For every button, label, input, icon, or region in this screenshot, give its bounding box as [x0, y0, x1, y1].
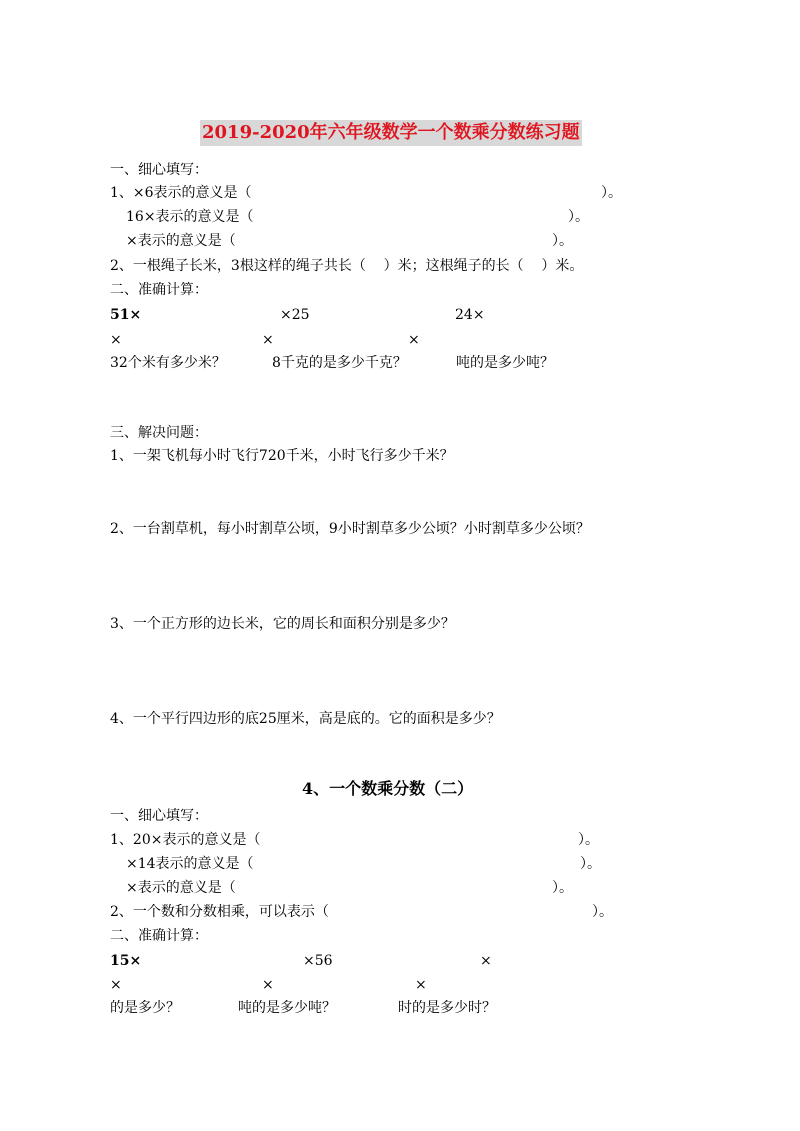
problem-4: 4、一个平行四边形的底25厘米，高是底的。它的面积是多少？ [110, 711, 501, 727]
calc-item: 51× [110, 307, 142, 323]
section-heading-fill: 一、细心填写： [110, 162, 208, 178]
calc-item: × [110, 332, 122, 348]
section-heading-calc-2: 二、准确计算： [110, 928, 208, 944]
calc-item: × [262, 977, 274, 993]
calc-item: × [262, 332, 274, 348]
calc-item: 32个米有多少米？ [110, 355, 226, 371]
question-1c: ×表示的意义是（ [126, 233, 236, 249]
calc-item: × [110, 977, 122, 993]
question-2-1b: ×14表示的意义是（ [126, 856, 254, 872]
calc-item: 吨的是多少吨？ [456, 355, 554, 371]
page-title: 2019-2020年六年级数学一个数乘分数练习题 [200, 120, 582, 146]
calc-item: × [408, 332, 420, 348]
question-2-1c: ×表示的意义是（ [126, 880, 236, 896]
section-heading-calc: 二、准确计算： [110, 282, 208, 298]
calc-item: 24× [455, 307, 485, 323]
section-title-2: 4、一个数乘分数（二） [302, 779, 474, 798]
problem-3: 3、一个正方形的边长米，它的周长和面积分别是多少？ [110, 616, 455, 632]
section-heading-fill-2: 一、细心填写： [110, 808, 208, 824]
question-2-1c-end: ）。 [552, 880, 573, 896]
question-2-2-end: ）。 [592, 904, 613, 920]
question-1b-end: ）。 [568, 209, 589, 225]
question-2-1a-end: ）。 [578, 832, 599, 848]
question-2-1b-end: ）。 [580, 856, 601, 872]
calc-item: 时的是多少时？ [398, 1000, 496, 1016]
calc-item: × [480, 953, 492, 969]
problem-2: 2、一台割草机，每小时割草公顷，9小时割草多少公顷？小时割草多少公顷？ [110, 521, 590, 537]
question-2-2: 2、一个数和分数相乘，可以表示（ [110, 904, 329, 920]
problem-1: 1、一架飞机每小时飞行720千米，小时飞行多少千米？ [110, 448, 454, 464]
question-1a: 1、×6表示的意义是（ [110, 185, 252, 201]
calc-item: 15× [110, 953, 142, 969]
question-1c-end: ）。 [552, 233, 573, 249]
calc-item: ×25 [280, 307, 310, 323]
question-1a-end: ）。 [601, 185, 622, 201]
question-1b: 16×表示的意义是（ [126, 209, 254, 225]
calc-item: ×56 [303, 953, 333, 969]
question-2-1a: 1、20×表示的意义是（ [110, 832, 261, 848]
calc-item: 8千克的是多少千克？ [272, 355, 407, 371]
question-2: 2、一根绳子长米，3根这样的绳子共长（ ）米；这根绳子的长（ ）米。 [110, 258, 584, 274]
calc-item: 吨的是多少吨？ [238, 1000, 336, 1016]
calc-item: 的是多少？ [110, 1000, 180, 1016]
section-heading-problems: 三、解决问题： [110, 425, 208, 441]
calc-item: × [415, 977, 427, 993]
